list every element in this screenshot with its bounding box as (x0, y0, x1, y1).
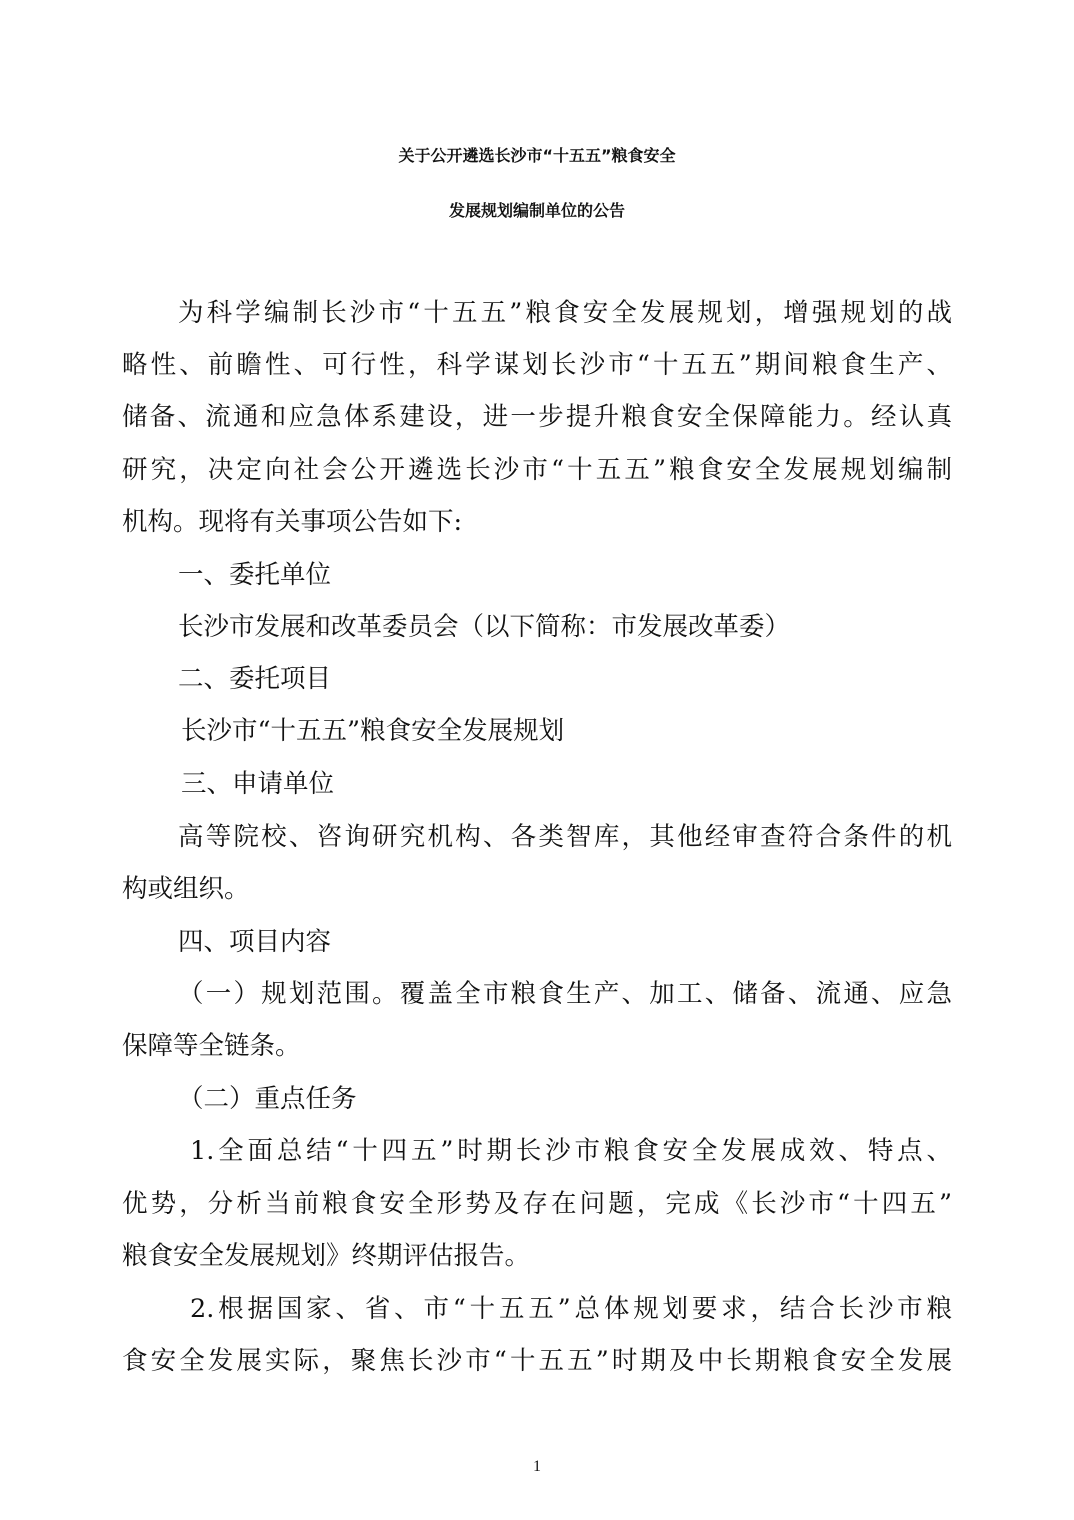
intro-line-1: 为科学编制长沙市“十五五”粮食安全发展规划，增强规划的战 (178, 298, 952, 328)
tasks-heading: （二）重点任务 (178, 1084, 357, 1114)
document-title-line-2: 发展规划编制单位的公告 (448, 201, 625, 220)
intro-line-4: 研究，决定向社会公开遴选长沙市“十五五”粮食安全发展规划编制 (122, 455, 952, 485)
section-2-text: 长沙市“十五五”粮食安全发展规划 (181, 716, 565, 746)
task-1-line-1: 1.全面总结“十四五”时期长沙市粮食安全发展成效、特点、 (190, 1136, 952, 1166)
task-1-line-3: 粮食安全发展规划》终期评估报告。 (122, 1241, 531, 1271)
section-3-line-2: 构或组织。 (122, 874, 250, 904)
intro-line-5: 机构。现将有关事项公告如下: (122, 507, 463, 537)
scope-line-1: （一）规划范围。覆盖全市粮食生产、加工、储备、流通、应急 (178, 979, 952, 1009)
task-1-line-2: 优势，分析当前粮食安全形势及存在问题，完成《长沙市“十四五” (122, 1189, 952, 1219)
page-number: 1 (533, 1458, 541, 1475)
intro-line-2: 略性、前瞻性、可行性，科学谋划长沙市“十五五”期间粮食生产、 (122, 350, 952, 380)
task-2-line-2: 食安全发展实际，聚焦长沙市“十五五”时期及中长期粮食安全发展 (122, 1346, 952, 1376)
document-title-line-1: 关于公开遴选长沙市“十五五”粮食安全 (398, 146, 676, 165)
intro-line-3: 储备、流通和应急体系建设，进一步提升粮食安全保障能力。经认真 (122, 402, 952, 432)
section-1-text: 长沙市发展和改革委员会（以下简称：市发展改革委） (178, 612, 791, 642)
section-1-heading: 一、委托单位 (178, 560, 332, 590)
scope-line-2: 保障等全链条。 (122, 1031, 301, 1061)
section-3-heading: 三、申请单位 (181, 769, 335, 799)
section-4-heading: 四、项目内容 (178, 927, 332, 957)
section-2-heading: 二、委托项目 (178, 664, 332, 694)
section-3-line-1: 高等院校、咨询研究机构、各类智库，其他经审查符合条件的机 (178, 822, 952, 852)
task-2-line-1: 2.根据国家、省、市“十五五”总体规划要求，结合长沙市粮 (190, 1294, 952, 1324)
